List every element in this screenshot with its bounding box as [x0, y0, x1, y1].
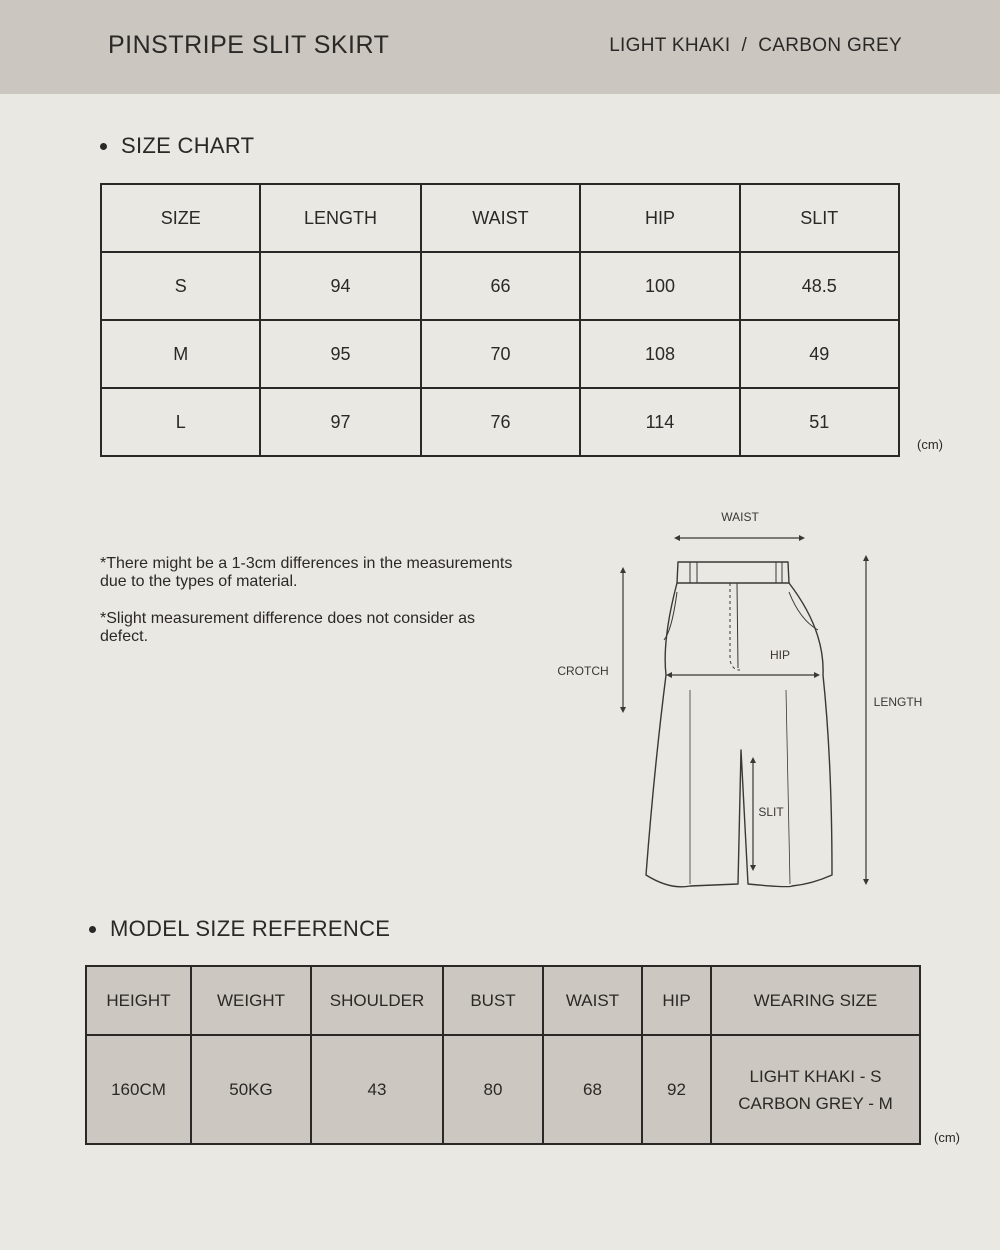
table-cell: 160CM: [86, 1035, 191, 1144]
table-cell: 80: [443, 1035, 543, 1144]
table-cell: S: [101, 252, 260, 320]
table-cell: 108: [580, 320, 739, 388]
table-header-row: [101, 184, 899, 252]
table-header-cell: SLIT: [740, 184, 899, 252]
skirt-outline: [646, 583, 832, 887]
crotch-label: CROTCH: [557, 664, 609, 678]
model-size-heading: [89, 916, 390, 942]
table-cell: 97: [260, 388, 420, 456]
table-row: [101, 388, 899, 456]
color-options: LIGHT KHAKI / CARBON GREY: [609, 35, 902, 56]
model-size-heading-text: MODEL SIZE REFERENCE: [110, 916, 391, 941]
size-chart-unit: (cm): [917, 437, 943, 452]
table-cell: 49: [740, 320, 899, 388]
table-row: [101, 320, 899, 388]
table-cell: M: [101, 320, 260, 388]
table-header-cell: HEIGHT: [86, 966, 191, 1035]
model-size-table: [85, 965, 921, 1145]
table-cell: 66: [421, 252, 581, 320]
table-cell: 50KG: [191, 1035, 311, 1144]
size-chart-heading: [100, 133, 254, 159]
size-chart-table: [100, 183, 900, 457]
fly-line: [737, 583, 738, 668]
belt-loops: [690, 562, 782, 583]
measurement-notes: [100, 555, 520, 665]
bullet-icon: [89, 926, 96, 933]
length-label: LENGTH: [873, 695, 923, 709]
table-header-row: [86, 966, 920, 1035]
table-cell: 92: [642, 1035, 711, 1144]
table-header-cell: WEIGHT: [191, 966, 311, 1035]
table-cell: 100: [580, 252, 739, 320]
skirt-diagram: [550, 500, 930, 900]
waistband-outline: [677, 562, 789, 583]
table-header-cell: HIP: [642, 966, 711, 1035]
product-title: PINSTRIPE SLIT SKIRT: [108, 31, 390, 59]
table-cell: 43: [311, 1035, 443, 1144]
bullet-icon: [100, 143, 107, 150]
table-cell: 95: [260, 320, 420, 388]
wearing-size-line: CARBON GREY - M: [738, 1093, 893, 1113]
header-bar: [0, 0, 1000, 94]
table-header-cell: SIZE: [101, 184, 260, 252]
table-cell: 48.5: [740, 252, 899, 320]
pocket-line: [664, 592, 677, 640]
table-header-cell: SHOULDER: [311, 966, 443, 1035]
table-cell: 76: [421, 388, 581, 456]
table-header-cell: BUST: [443, 966, 543, 1035]
table-header-cell: WEARING SIZE: [711, 966, 920, 1035]
waist-label: WAIST: [721, 510, 759, 524]
table-cell: 114: [580, 388, 739, 456]
slit-label: SLIT: [758, 805, 784, 819]
table-cell: L: [101, 388, 260, 456]
note-text: *Slight measurement difference does not consider as defect.: [100, 610, 476, 645]
table-cell: 68: [543, 1035, 642, 1144]
wearing-size-cell: [711, 1035, 920, 1144]
table-header-cell: WAIST: [543, 966, 642, 1035]
size-chart-heading-text: SIZE CHART: [121, 133, 255, 158]
table-cell: 94: [260, 252, 420, 320]
table-row: [86, 1035, 920, 1144]
hip-label: HIP: [769, 648, 791, 662]
zip-fly: [730, 583, 740, 670]
pleat-line: [786, 690, 790, 884]
note-text: *There might be a 1-3cm differences in the measurements due to the types of material.: [100, 555, 513, 590]
model-size-unit: (cm): [934, 1130, 960, 1145]
table-cell: 51: [740, 388, 899, 456]
table-header-cell: WAIST: [421, 184, 581, 252]
table-row: [101, 252, 899, 320]
wearing-size-line: LIGHT KHAKI - S: [749, 1066, 882, 1086]
table-cell: 70: [421, 320, 581, 388]
table-header-cell: LENGTH: [260, 184, 420, 252]
table-header-cell: HIP: [580, 184, 739, 252]
